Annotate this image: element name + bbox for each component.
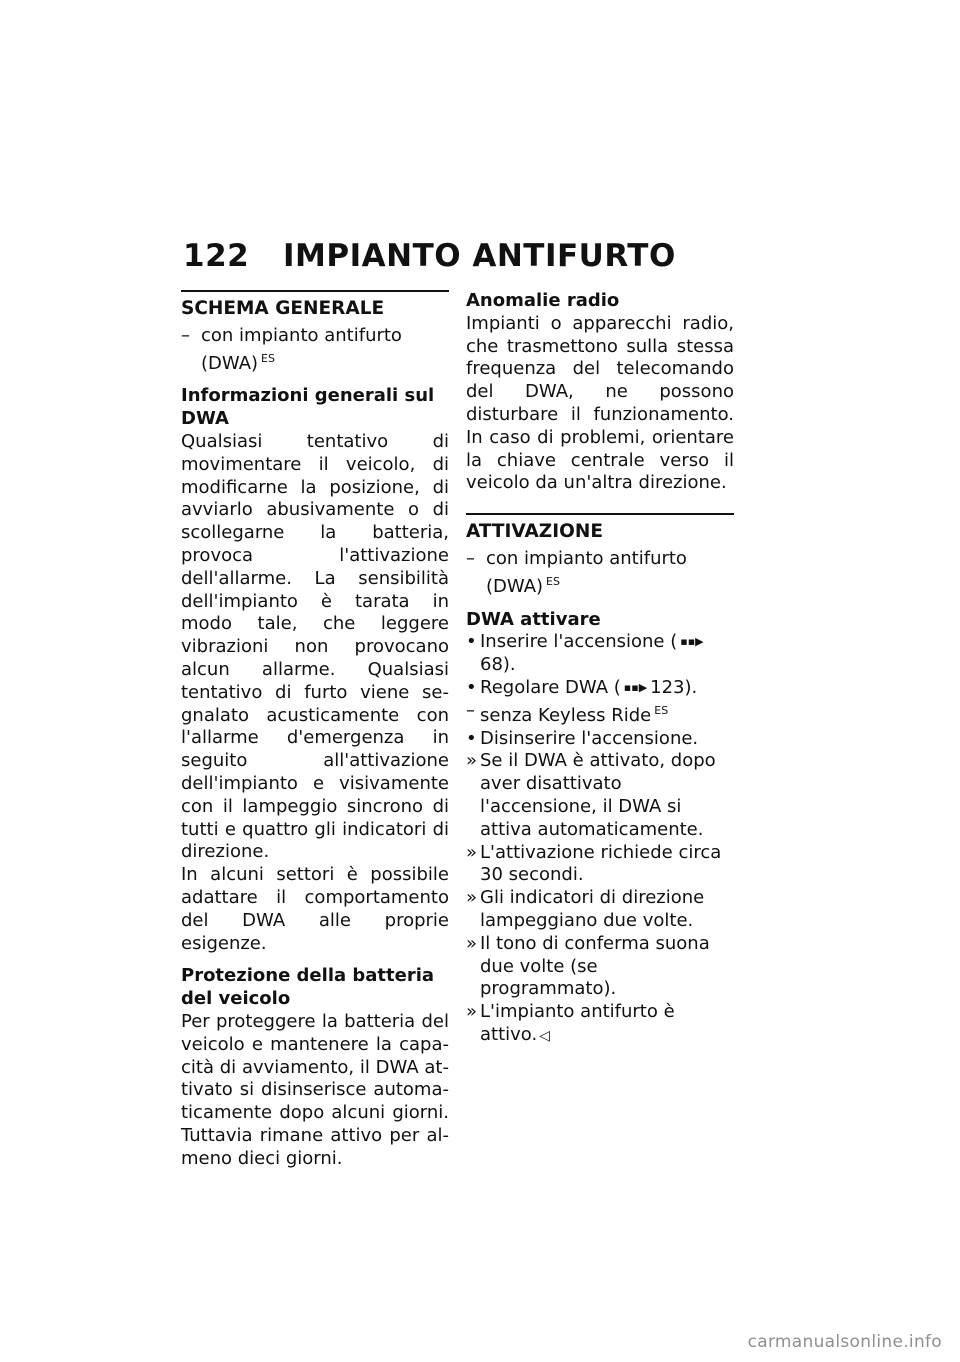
- result-icon: »: [466, 750, 478, 772]
- result-item: [466, 933, 734, 1001]
- condition-superscript: ES: [261, 351, 275, 365]
- condition-text: con impianto antifurto (DWA): [201, 324, 402, 374]
- heading-radio: Anomalie radio: [466, 290, 620, 311]
- result-text: Il tono di conferma suona due volte (se programmato).: [480, 932, 710, 1000]
- paragraph-battery: Per proteggere la batteria del veicolo e mantenere la capacità di avviamento, il DWA attivato si disinserisce automaticamente dopo alcuni giorni. Tuttavia rimane attivo per almeno dieci giorni.: [181, 1010, 449, 1169]
- condition-superscript: ES: [654, 703, 669, 717]
- result-icon: »: [466, 932, 478, 954]
- step-text: Regolare DWA (: [480, 676, 621, 698]
- section-title-schema: SCHEMA GENERALE: [181, 298, 385, 319]
- heading-info: Informazioni generali sul DWA: [181, 385, 435, 430]
- condition-dash: –: [181, 324, 190, 346]
- step-configure: [466, 677, 734, 700]
- step-text: Inserire l'accensione (: [480, 631, 678, 653]
- page-reference-arrow-icon: ▪▪▶: [680, 635, 704, 649]
- condition-dash: –: [466, 699, 475, 721]
- condition-superscript: ES: [546, 574, 560, 588]
- page-reference-arrow-icon: ▪▪▶: [623, 680, 648, 694]
- heading-battery: Protezione della batteria del veicolo: [181, 965, 435, 1010]
- step-text: Disinserire l'accensione.: [480, 727, 699, 749]
- page-reference[interactable]: 68).: [480, 654, 516, 676]
- section-rule: [466, 513, 734, 515]
- watermark: carmanualsonline.info: [747, 1332, 942, 1352]
- result-item: [466, 887, 734, 933]
- bullet-icon: •: [466, 676, 477, 698]
- page-title: IMPIANTO ANTIFURTO: [283, 238, 676, 274]
- condition-keyless: [466, 700, 734, 728]
- result-item: [466, 1001, 734, 1048]
- result-icon: »: [466, 841, 478, 863]
- result-text: L'attivazione richiede circa 30 secondi.: [480, 841, 722, 886]
- page-reference[interactable]: 123).: [650, 676, 698, 698]
- section-title-attivazione: ATTIVAZIONE: [466, 521, 603, 543]
- right-column: [466, 290, 734, 1048]
- section-rule: [181, 290, 449, 292]
- paragraph-info-settings: In alcuni settori è possibile adattare il comportamento del DWA alle proprie esigenze.: [181, 864, 449, 954]
- result-text: L'impianto antifurto è attivo.: [480, 1001, 675, 1045]
- heading-activate: DWA attivare: [466, 608, 601, 630]
- result-item: [466, 842, 734, 888]
- paragraph-radio: Impianti o apparecchi radio, che trasmettono sulla stessa frequenza del telecomando del DWA, ne possono disturbare il funzionamento. In caso di problemi, orientare la chiave centrale verso il veicolo da un'altra direzione.: [466, 312, 734, 494]
- step-ignition: [466, 631, 734, 677]
- result-text: Se il DWA è attivato, dopo aver disattivato l'accensione, il DWA si attiva automaticamente.: [480, 750, 716, 840]
- bullet-icon: •: [466, 631, 477, 653]
- bullet-icon: •: [466, 727, 477, 749]
- condition-text: senza Keyless Ride: [480, 704, 652, 726]
- paragraph-info: Qualsiasi tentativo di movimentare il veicolo, di modificarne la posizione, di avviarlo abusivamente o di scollegarne la batteria, provoca l'attivazione dell'allarme. La sensibilità dell'impianto è tarata in modo tale, che leggere vibrazioni non provocano alcun allarme. Qualsiasi tentativo di furto viene segnalato acusticamente con l'allarme d'emergenza in seguito all'attivazione dell'impianto e visivamente con il lampeggio sincrono di tutti e quattro gli indicatori di direzione.: [181, 430, 449, 863]
- result-icon: »: [466, 1001, 478, 1023]
- condition-text: con impianto antifurto (DWA): [486, 547, 687, 597]
- result-icon: »: [466, 887, 478, 909]
- page-header: [183, 238, 743, 274]
- result-item: [466, 750, 734, 841]
- condition-dwa: [466, 548, 734, 599]
- step-ignition-off: [466, 728, 734, 751]
- condition-dash: –: [466, 547, 475, 569]
- end-of-section-icon: ◁: [539, 1027, 550, 1044]
- condition-dwa: [181, 325, 449, 376]
- left-column: [181, 290, 449, 1170]
- result-text: Gli indicatori di direzione lampeggiano due volte.: [480, 887, 705, 931]
- page-number: 122: [183, 238, 250, 274]
